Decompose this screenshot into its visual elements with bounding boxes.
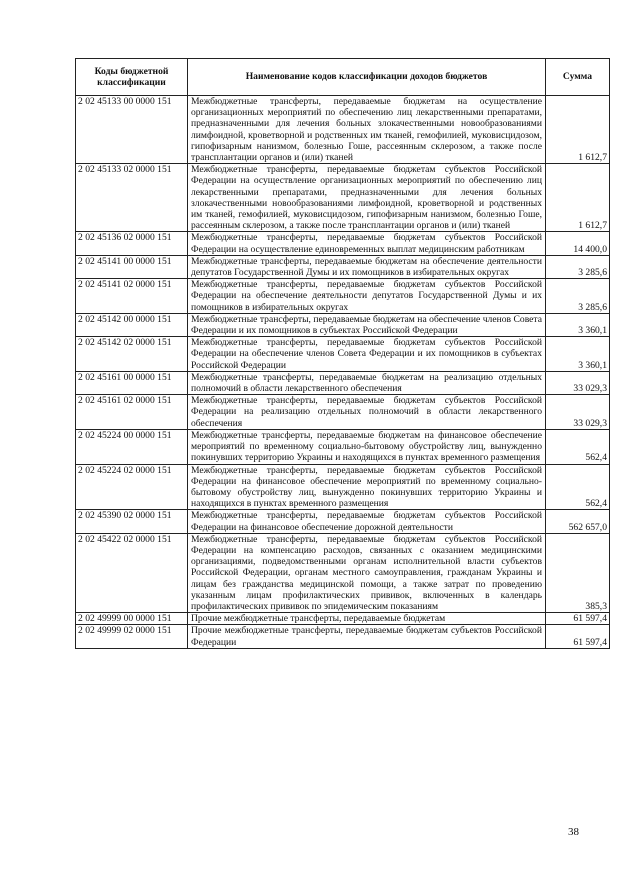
table-row <box>76 337 610 372</box>
table-row <box>76 625 610 648</box>
row-name: Межбюджетные трансферты, передаваемые бюджетам на финансовое обеспечение мероприятий по временному социально-бытовому обустройству лиц, вынужденно покинувших территорию Украины и находящихся в пунктах временного размещения <box>188 429 546 464</box>
header-sum: Сумма <box>546 59 610 96</box>
row-name: Межбюджетные трансферты, передаваемые бюджетам субъектов Российской Федерации на реализацию отдельных полномочий в области лекарственного обеспечения <box>188 395 546 430</box>
row-code: 2 02 49999 00 0000 151 <box>76 613 188 625</box>
table-header-row <box>76 59 610 96</box>
row-name: Межбюджетные трансферты, передаваемые бюджетам субъектов Российской Федерации на финансовое обеспечение мероприятий по временному социально-бытовому обустройству лиц, вынужденно покинувших территорию Украины и находящихся в пунктах временного размещения <box>188 464 546 510</box>
budget-classification-table <box>75 58 610 649</box>
row-code: 2 02 45141 00 0000 151 <box>76 255 188 278</box>
row-code: 2 02 45136 02 0000 151 <box>76 232 188 255</box>
row-code: 2 02 45142 00 0000 151 <box>76 313 188 336</box>
row-name: Межбюджетные трансферты, передаваемые бюджетам субъектов Российской Федерации на финансовое обеспечение дорожной деятельности <box>188 510 546 533</box>
row-sum: 1 612,7 <box>546 164 610 232</box>
table-row <box>76 279 610 314</box>
table-row <box>76 371 610 394</box>
row-name: Межбюджетные трансферты, передаваемые бюджетам субъектов Российской Федерации на обеспечение членов Совета Федерации и их помощников в субъектах Российской Федерации <box>188 337 546 372</box>
table-row <box>76 613 610 625</box>
row-name: Межбюджетные трансферты, передаваемые бюджетам субъектов Российской Федерации на осуществление организационных мероприятий по обеспечению лиц лекарственными препаратами, предназначенными для лечения больных злокачественными новообразованиями лимфоидной, кроветворной и родственных им тканей, гемофилией, муковисцидозом, гипофизарным нанизмом, болезнью Гоше, рассеянным склерозом, а также после трансплантации органов и (или) тканей <box>188 164 546 232</box>
row-sum: 33 029,3 <box>546 395 610 430</box>
table-row <box>76 533 610 612</box>
row-code: 2 02 45224 00 0000 151 <box>76 429 188 464</box>
row-code: 2 02 45133 02 0000 151 <box>76 164 188 232</box>
table-row <box>76 429 610 464</box>
row-sum: 3 285,6 <box>546 279 610 314</box>
row-name: Прочие межбюджетные трансферты, передаваемые бюджетам <box>188 613 546 625</box>
table-row <box>76 164 610 232</box>
row-code: 2 02 45133 00 0000 151 <box>76 96 188 164</box>
row-code: 2 02 45142 02 0000 151 <box>76 337 188 372</box>
row-sum: 562 657,0 <box>546 510 610 533</box>
row-sum: 61 597,4 <box>546 625 610 648</box>
table-row <box>76 395 610 430</box>
row-name: Прочие межбюджетные трансферты, передаваемые бюджетам субъектов Российской Федерации <box>188 625 546 648</box>
header-name: Наименование кодов классификации доходов бюджетов <box>188 59 546 96</box>
row-code: 2 02 45224 02 0000 151 <box>76 464 188 510</box>
table-row <box>76 313 610 336</box>
row-sum: 562,4 <box>546 464 610 510</box>
table-row <box>76 255 610 278</box>
table-row <box>76 232 610 255</box>
row-sum: 562,4 <box>546 429 610 464</box>
row-name: Межбюджетные трансферты, передаваемые бюджетам на обеспечение деятельности депутатов Государственной Думы и их помощников в избирательных округах <box>188 255 546 278</box>
row-code: 2 02 45141 02 0000 151 <box>76 279 188 314</box>
row-code: 2 02 45161 00 0000 151 <box>76 371 188 394</box>
table-row <box>76 464 610 510</box>
row-sum: 385,3 <box>546 533 610 612</box>
row-sum: 3 285,6 <box>546 255 610 278</box>
row-sum: 3 360,1 <box>546 337 610 372</box>
row-sum: 14 400,0 <box>546 232 610 255</box>
header-code: Коды бюджетной классификации <box>76 59 188 96</box>
row-code: 2 02 45390 02 0000 151 <box>76 510 188 533</box>
row-name: Межбюджетные трансферты, передаваемые бюджетам субъектов Российской Федерации на обеспечение деятельности депутатов Государственной Думы и их помощников в избирательных округах <box>188 279 546 314</box>
row-name: Межбюджетные трансферты, передаваемые бюджетам на обеспечение членов Совета Федерации и их помощников в субъектах Российской Федерации <box>188 313 546 336</box>
row-name: Межбюджетные трансферты, передаваемые бюджетам субъектов Российской Федерации на осуществление единовременных выплат медицинским работникам <box>188 232 546 255</box>
row-code: 2 02 45422 02 0000 151 <box>76 533 188 612</box>
row-name: Межбюджетные трансферты, передаваемые бюджетам на осуществление организационных мероприятий по обеспечению лиц лекарственными препаратами, предназначенными для лечения больных злокачественными новообразованиями лимфоидной, кроветворной и родственных им тканей, гемофилией, муковисцидозом, гипофизарным нанизмом, болезнью Гоше, рассеянным склерозом, а также после трансплантации органов и (или) тканей <box>188 96 546 164</box>
row-sum: 33 029,3 <box>546 371 610 394</box>
row-code: 2 02 49999 02 0000 151 <box>76 625 188 648</box>
page-number: 38 <box>568 826 579 838</box>
table-row <box>76 96 610 164</box>
row-name: Межбюджетные трансферты, передаваемые бюджетам субъектов Российской Федерации на компенсацию расходов, связанных с оказанием медицинскими организациями, подведомственными органам исполнительной власти субъектов Российской Федерации, органам местного самоуправления, гражданам Украины и лицам без гражданства медицинской помощи, а также затрат по проведению указанным лицам профилактических прививок, включенных в календарь профилактических прививок по эпидемическим показаниям <box>188 533 546 612</box>
row-sum: 61 597,4 <box>546 613 610 625</box>
row-code: 2 02 45161 02 0000 151 <box>76 395 188 430</box>
table-row <box>76 510 610 533</box>
row-name: Межбюджетные трансферты, передаваемые бюджетам на реализацию отдельных полномочий в области лекарственного обеспечения <box>188 371 546 394</box>
row-sum: 3 360,1 <box>546 313 610 336</box>
row-sum: 1 612,7 <box>546 96 610 164</box>
